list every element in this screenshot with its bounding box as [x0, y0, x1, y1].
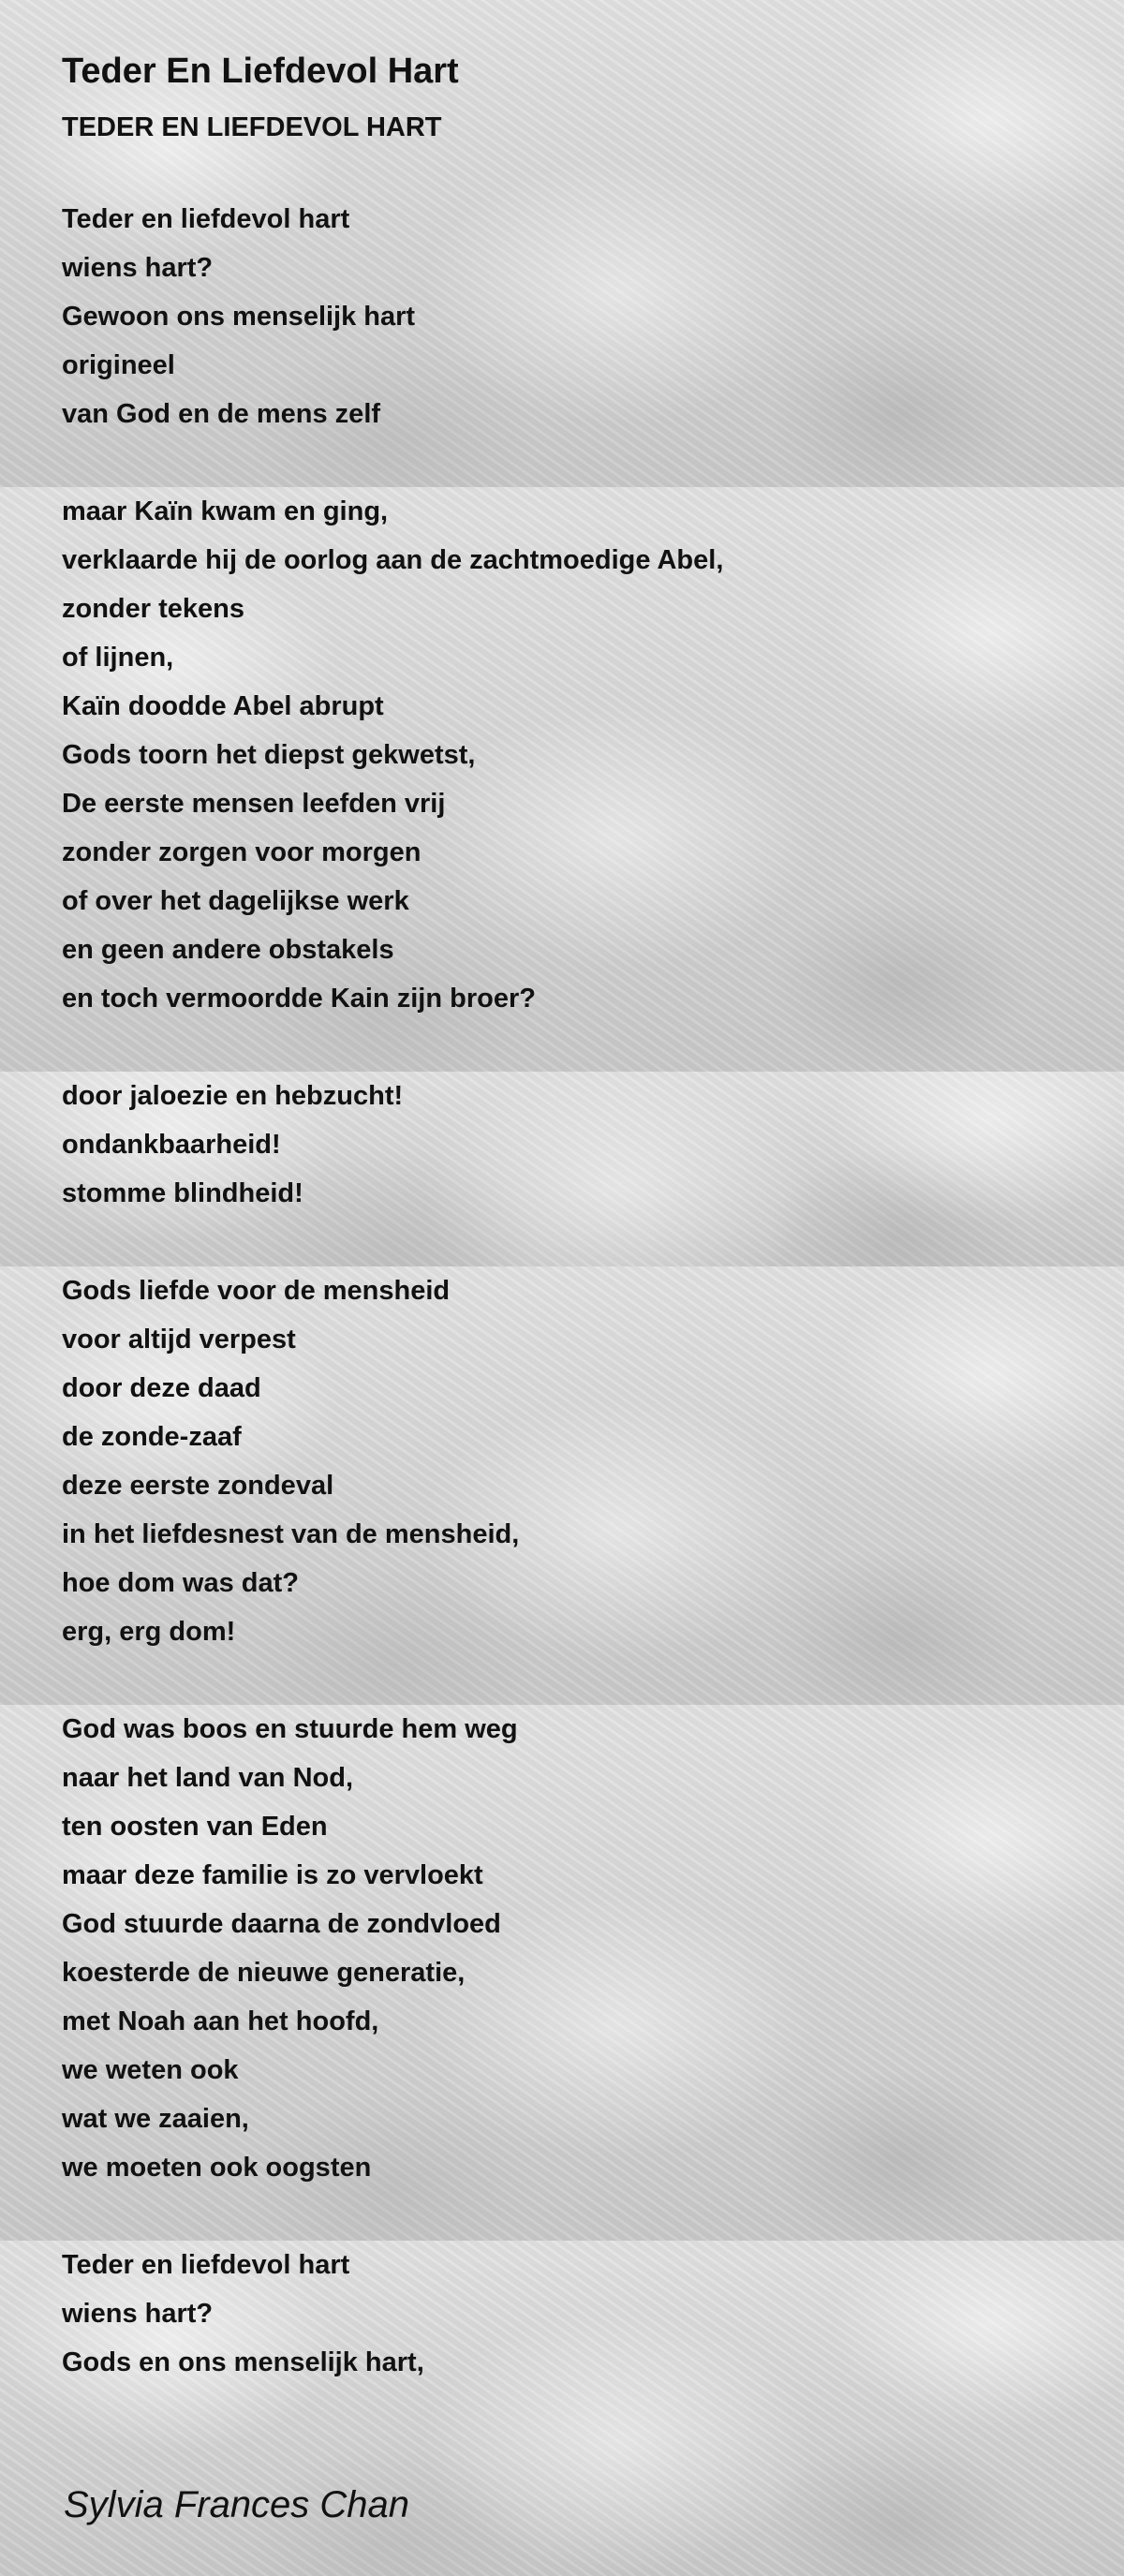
poem-line: stomme blindheid! — [62, 1178, 303, 1208]
poem-line: deze eerste zondeval — [62, 1471, 334, 1501]
poem-line: ten oosten van Eden — [62, 1812, 328, 1842]
poem-line: maar Kaïn kwam en ging, — [62, 496, 389, 526]
poem-line: De eerste mensen leefden vrij — [62, 789, 446, 819]
poem-line: Gewoon ons menselijk hart — [62, 302, 416, 332]
poem-stanza — [62, 195, 1073, 438]
poem-line: Gods toorn het diepst gekwetst, — [62, 740, 476, 770]
poem-stanza — [62, 487, 1073, 1023]
poem-line: zonder tekens — [62, 594, 244, 624]
poem-line: God stuurde daarna de zondvloed — [62, 1909, 501, 1939]
poem-line: God was boos en stuurde hem weg — [62, 1714, 518, 1744]
author-name: Sylvia Frances Chan — [64, 2484, 410, 2525]
poem-line: Gods en ons menselijk hart, — [62, 2347, 424, 2377]
poem-line: Teder en liefdevol hart — [62, 2250, 350, 2280]
poem-line: wiens hart? — [62, 253, 214, 283]
poem-line: de zonde-zaaf — [62, 1422, 242, 1452]
poem-line: in het liefdesnest van de mensheid, — [62, 1519, 520, 1549]
poem-line: we weten ook — [62, 2055, 239, 2085]
poem-line: en toch vermoordde Kain zijn broer? — [62, 984, 536, 1014]
poem-line: door deze daad — [62, 1373, 261, 1403]
poem-line: origineel — [62, 350, 175, 380]
poem-line: naar het land van Nod, — [62, 1763, 353, 1793]
poem-stanza — [62, 2241, 1073, 2387]
poem-line: wiens hart? — [62, 2299, 214, 2329]
poem-line: Kaïn doodde Abel abrupt — [62, 691, 384, 721]
poem-stanza — [62, 1072, 1073, 1218]
poem-line: we moeten ook oogsten — [62, 2153, 372, 2183]
poem-subtitle: TEDER EN LIEFDEVOL HART — [62, 112, 442, 142]
poem-line: of over het dagelijkse werk — [62, 886, 409, 916]
poem-line: maar deze familie is zo vervloekt — [62, 1860, 483, 1890]
poem-title: Teder En Liefdevol Hart — [62, 52, 459, 91]
poem-stanza — [62, 1266, 1073, 1656]
poem-stanza — [62, 1705, 1073, 2192]
poem-line: verklaarde hij de oorlog aan de zachtmoedige Abel, — [62, 545, 724, 575]
poem-line: met Noah aan het hoofd, — [62, 2006, 379, 2036]
poem-line: van God en de mens zelf — [62, 399, 381, 429]
poem-line: Teder en liefdevol hart — [62, 204, 350, 234]
poem-line: Gods liefde voor de mensheid — [62, 1276, 451, 1306]
poem-line: en geen andere obstakels — [62, 935, 394, 965]
poem-line: voor altijd verpest — [62, 1325, 296, 1355]
poem-line: koesterde de nieuwe generatie, — [62, 1958, 466, 1988]
poem-line: wat we zaaien, — [62, 2104, 249, 2134]
poem-line: of lijnen, — [62, 643, 174, 673]
poem-line: erg, erg dom! — [62, 1617, 236, 1647]
poem-line: door jaloezie en hebzucht! — [62, 1081, 404, 1111]
poem-body — [62, 195, 1073, 2387]
poem-content — [62, 45, 1073, 2435]
poem-line: zonder zorgen voor morgen — [62, 837, 422, 867]
poem-line: hoe dom was dat? — [62, 1568, 299, 1598]
poem-line: ondankbaarheid! — [62, 1130, 281, 1160]
